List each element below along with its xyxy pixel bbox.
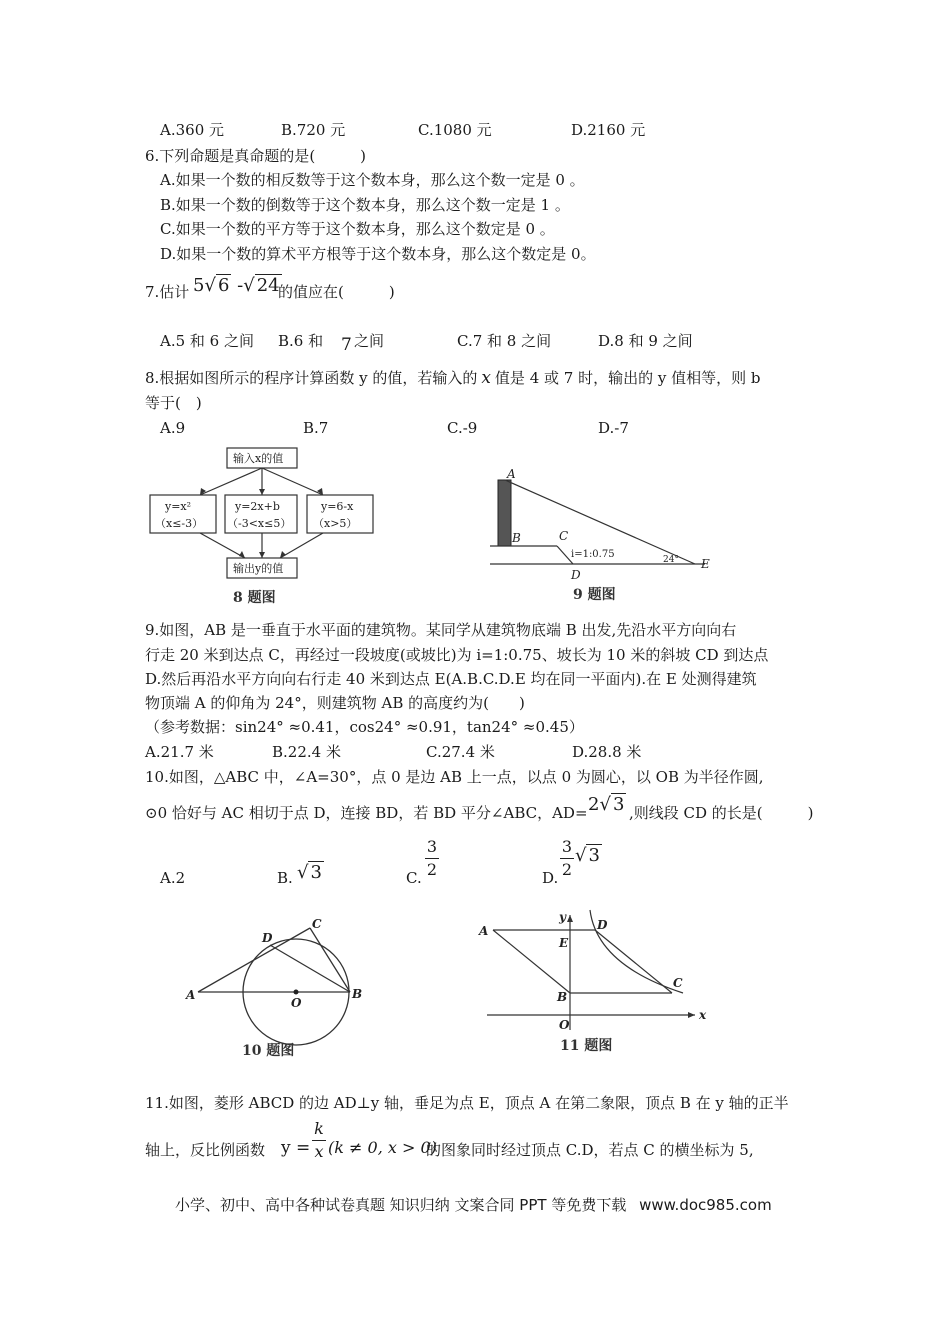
q11-func-lhs: y =: [281, 1138, 311, 1158]
q9-line-1: 9.如图，AB 是一垂直于水平面的建筑物。某同学从建筑物底端 B 出发,先沿水平方向向右: [145, 621, 737, 639]
q11-func-num: k: [314, 1119, 324, 1138]
q9-options: [145, 742, 665, 762]
q10-ad-coef: 2: [588, 794, 600, 815]
q10-line1: 10.如图，△ABC 中，∠A=30°，点 0 是边 AB 上一点，以点 0 为圆心，以 OB 为半径作圆,: [145, 768, 764, 786]
flow-right-eq: y=6-x: [321, 500, 354, 513]
fig10-label-o: O: [291, 996, 302, 1010]
figure-10-circle: [180, 910, 380, 1065]
figure-8-caption: 8 题图: [233, 590, 276, 606]
q6-option-a: A.如果一个数的相反数等于这个数本身，那么这个数一定是 0 。: [160, 171, 585, 189]
q11-func-den: x: [314, 1142, 324, 1161]
fig9-slope-label: i=1:0.75: [571, 549, 615, 560]
q7-radicand-24: 24: [256, 275, 280, 296]
q11-func-fraction: [312, 1120, 326, 1161]
footer-site-link[interactable]: www.doc985.com: [639, 1196, 772, 1214]
q10-option-c: C.: [406, 869, 422, 887]
q10-option-d: D.: [542, 869, 559, 887]
flow-mid-eq: y=2x+b: [235, 500, 280, 513]
q5-option-c: C.1080 元: [418, 121, 492, 139]
q8-line1-rest: 值是 4 或 7 时，输出的 y 值相等，则 b: [494, 369, 761, 387]
q10-line2-text: ⊙0 恰好与 AC 相切于点 D，连接 BD，若 BD 平分∠ABC，AD=: [145, 804, 588, 822]
figure-9-caption: 9 题图: [573, 587, 616, 603]
q9-reference: （参考数据：sin24° ≈0.41，cos24° ≈0.91，tan24° ≈0.45）: [145, 718, 584, 736]
figure-10-caption: 10 题图: [242, 1043, 295, 1059]
q10-option-d-sqrt: √ 3: [575, 845, 600, 866]
fig9-angle-label: 24°: [663, 555, 679, 565]
q9-line-2: 行走 20 米到达点 C，再经过一段坡度(或坡比)为 i=1:0.75、坡长为 10 米的斜坡 CD 到达点: [145, 646, 769, 664]
flow-right-cond: （x>5）: [313, 517, 358, 530]
q9-option-b: B.22.4 米: [272, 743, 341, 761]
q10-options: [160, 838, 620, 888]
fig9-label-b: B: [512, 531, 521, 545]
q6-option-b: B.如果一个数的倒数等于这个数本身，那么这个数一定是 1 。: [160, 196, 570, 214]
q8-line1-text: 8.根据如图所示的程序计算函数 y 的值，若输入的: [145, 369, 478, 387]
q11-func-cond: (k ≠ 0, x > 0): [328, 1138, 437, 1157]
q7-option-c: C.7 和 8 之间: [457, 332, 552, 350]
flow-output-text: 输出y的值: [233, 562, 284, 575]
q10-option-c-num: 3: [426, 837, 438, 856]
q10-option-a: A.2: [160, 869, 186, 887]
center-o-dot: [294, 990, 299, 995]
q7-option-b: B.6 和: [278, 332, 324, 350]
q5-options: [160, 120, 720, 140]
figure-11-rhombus: [475, 905, 735, 1070]
flow-left-cond: （x≤-3）: [155, 517, 204, 530]
q7-radicand-6: 6: [217, 275, 230, 296]
q10-option-d-den: 2: [561, 860, 573, 879]
fig9-label-c: C: [559, 529, 569, 543]
q7-option-b-tail: 之间: [354, 332, 385, 350]
fig11-axis-x: x: [699, 1008, 707, 1022]
q7-options: [160, 331, 720, 353]
q9-option-d: D.28.8 米: [572, 743, 642, 761]
figure-11-caption: 11 题图: [560, 1038, 613, 1054]
q8-option-d: D.-7: [598, 419, 629, 437]
fig10-label-c: C: [312, 917, 322, 931]
q11-line2: [145, 1120, 785, 1164]
q7-option-d: D.8 和 9 之间: [598, 332, 693, 350]
fig11-label-a: A: [479, 924, 489, 938]
q5-option-a: A.360 元: [160, 121, 224, 139]
q11-line2-rest: 的图象同时经过顶点 C.D，若点 C 的横坐标为 5,: [426, 1141, 754, 1159]
q6-option-c: C.如果一个数的平方等于这个数本身，那么这个数定是 0 。: [160, 220, 555, 238]
q7-option-a: A.5 和 6 之间: [160, 332, 254, 350]
fig11-label-o: O: [559, 1018, 570, 1032]
q5-option-d: D.2160 元: [571, 121, 646, 139]
q11-line2-text: 轴上，反比例函数: [145, 1141, 266, 1159]
fig11-label-c: C: [673, 976, 683, 990]
fig10-label-a: A: [186, 988, 196, 1002]
q11-line1: 11.如图，菱形 ABCD 的边 AD⊥y 轴，垂足为点 E，顶点 A 在第二象限，顶点 B 在 y 轴的正半: [145, 1094, 789, 1112]
q10-option-b: B.: [277, 869, 293, 887]
q7-prefix: 7.估计: [145, 283, 190, 301]
q8-option-a: A.9: [160, 419, 186, 437]
q7-expression: 5√ 6 -√ 24: [193, 275, 280, 296]
fig9-label-d: D: [571, 568, 581, 582]
flow-input-text: 输入x的值: [233, 452, 284, 465]
q7-coef: 5: [193, 275, 205, 296]
q9-line-3: D.然后再沿水平方向向右行走 40 米到达点 E(A.B.C.D.E 均在同一平面内).在 E 处测得建筑: [145, 670, 757, 688]
fig10-label-d: D: [262, 931, 273, 945]
fig11-label-d: D: [597, 918, 608, 932]
q8-line2: 等于( ): [145, 394, 202, 412]
q10-line2-rest: ,则线段 CD 的长是( ): [629, 804, 814, 822]
fig10-label-b: B: [352, 987, 363, 1001]
q8-var-x: x: [481, 368, 491, 388]
figure-9-slope: [485, 462, 720, 607]
q8-option-c: C.-9: [447, 419, 478, 437]
q8-option-b: B.7: [303, 419, 329, 437]
q10-option-c-fraction: [425, 838, 439, 879]
q9-line-4: 物顶端 A 的仰角为 24°，则建筑物 AB 的高度约为( ): [145, 694, 525, 712]
q8-options: [160, 418, 680, 438]
building-ab: [498, 480, 511, 546]
q10-ad-radicand: 3: [612, 794, 625, 815]
q10-option-d-num: 3: [561, 837, 573, 856]
fig9-label-a: A: [507, 467, 516, 481]
q10-option-d-radicand: 3: [588, 845, 600, 866]
q7-minus: -: [237, 275, 244, 296]
figure-8-flowchart: [145, 440, 375, 610]
q6-option-d: D.如果一个数的算术平方根等于这个数本身，那么这个数定是 0。: [160, 245, 596, 263]
q7-suffix: 的值应在( ): [278, 283, 395, 301]
q10-option-b-sqrt: √ 3: [297, 862, 322, 883]
q10-option-c-den: 2: [426, 860, 438, 879]
q7-option-b-seven: 7: [341, 335, 352, 355]
q6-stem: 6.下列命题是真命题的是( ): [145, 147, 367, 165]
q9-option-a: A.21.7 米: [145, 743, 214, 761]
fig11-axis-y: y: [559, 910, 566, 924]
q5-option-b: B.720 元: [281, 121, 346, 139]
fig11-label-e: E: [559, 936, 569, 950]
q8-line1: [145, 368, 760, 388]
q10-ad-value: 2√ 3: [588, 794, 625, 815]
fig9-label-e: E: [701, 557, 710, 571]
fig11-label-b: B: [557, 990, 568, 1004]
flow-mid-cond: （-3<x≤5）: [227, 517, 292, 530]
footer-text: 小学、初中、高中各种试卷真题 知识归纳 文案合同 PPT 等免费下载: [175, 1196, 627, 1214]
q10-option-d-fraction: [560, 838, 574, 879]
flow-left-eq: y=x²: [165, 500, 192, 513]
q10-option-b-radicand: 3: [310, 862, 322, 883]
q9-option-c: C.27.4 米: [426, 743, 495, 761]
footer: [175, 1194, 772, 1215]
